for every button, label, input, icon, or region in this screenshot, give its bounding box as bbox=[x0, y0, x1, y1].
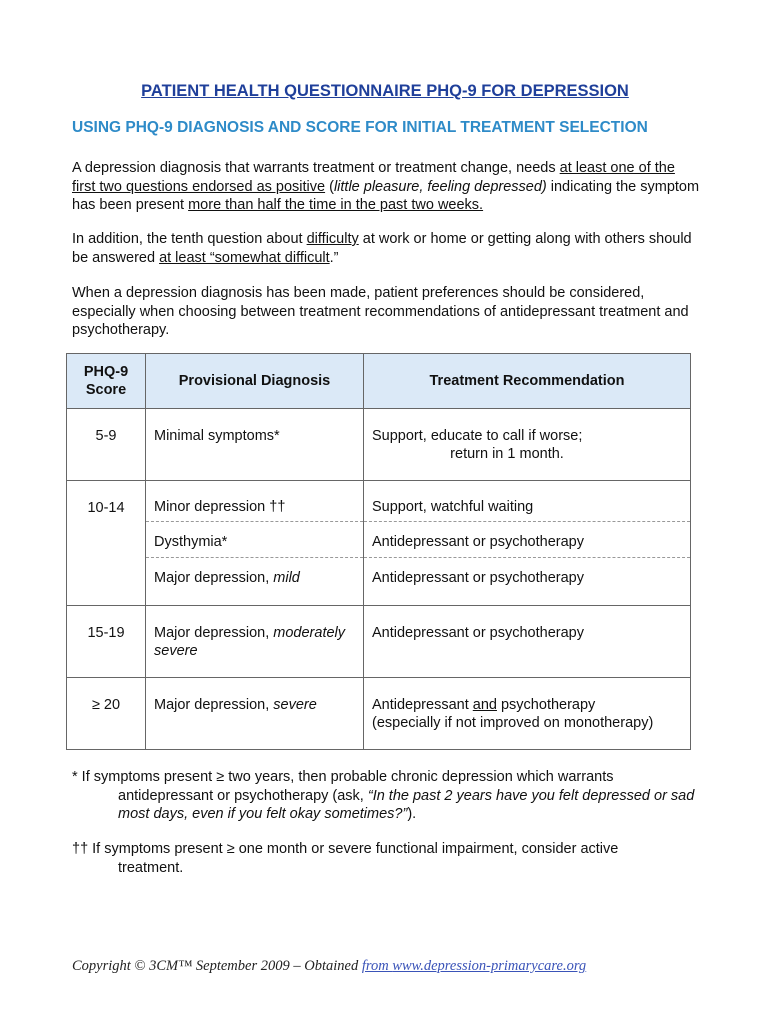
header-treatment: Treatment Recommendation bbox=[364, 354, 691, 409]
phq9-treatment-table bbox=[66, 353, 691, 750]
link-url[interactable]: www.depression-primarycare.org bbox=[392, 958, 587, 974]
header-score-line1: PHQ-9 bbox=[83, 364, 129, 380]
italic-text: moderately severe bbox=[154, 625, 346, 659]
paragraph-difficulty-question bbox=[72, 230, 702, 267]
diagnosis-item: Dysthymia* bbox=[146, 521, 363, 557]
footnote-indent bbox=[72, 787, 712, 824]
treatment-cell: Antidepressant or psychotherapy bbox=[364, 606, 691, 678]
score-cell: ≥ 20 bbox=[67, 678, 146, 750]
italic-text: severe bbox=[273, 697, 317, 713]
text-span: ( bbox=[325, 178, 334, 195]
italic-text: mild bbox=[273, 570, 300, 586]
table-row bbox=[67, 606, 691, 678]
diagnosis-item bbox=[146, 557, 363, 605]
text-span: .” bbox=[329, 249, 339, 266]
diagnosis-cell bbox=[146, 606, 364, 678]
treatment-line: (especially if not improved on monotherapy) bbox=[372, 715, 654, 731]
treatment-cell bbox=[364, 409, 691, 481]
treatment-item: Support, watchful waiting bbox=[372, 499, 534, 515]
diagnosis-cell: Minimal symptoms* bbox=[146, 409, 364, 481]
diagnosis-item: Minor depression †† bbox=[154, 499, 286, 515]
paragraph-diagnosis-criteria bbox=[72, 159, 702, 215]
text-span: Major depression, bbox=[154, 570, 270, 586]
italic-text: little pleasure, feeling depressed) bbox=[333, 178, 547, 195]
score-cell: 5-9 bbox=[67, 409, 146, 481]
text-span: antidepressant or psychotherapy (ask, bbox=[118, 787, 368, 804]
table-row bbox=[67, 678, 691, 750]
table-row bbox=[67, 409, 691, 481]
text-span: †† If symptoms present ≥ one month or severe functional impairment, consider active bbox=[72, 841, 619, 857]
treatment-line: return in 1 month. bbox=[450, 446, 564, 462]
text-span: psychotherapy bbox=[496, 697, 596, 713]
copyright-footer bbox=[72, 958, 586, 975]
underlined-text: at least “somewhat difficult bbox=[159, 249, 330, 266]
diagnosis-cell bbox=[146, 481, 364, 606]
text-span: A depression diagnosis that warrants treatment or treatment change, needs bbox=[72, 160, 560, 176]
footnote-active-treatment bbox=[72, 840, 712, 877]
copyright-text: Copyright © 3CM™ September 2009 – Obtained bbox=[72, 958, 362, 974]
page-title: PATIENT HEALTH QUESTIONNAIRE PHQ-9 FOR DEPRESSION bbox=[141, 82, 629, 100]
treatment-item: Antidepressant or psychotherapy bbox=[364, 521, 690, 557]
italic-text: “In the past 2 years have you felt depressed or sad most days, even if you felt okay sometimes?” bbox=[118, 787, 695, 822]
score-cell: 10-14 bbox=[67, 481, 146, 606]
diagnosis-cell bbox=[146, 678, 364, 750]
treatment-cell bbox=[364, 481, 691, 606]
text-span: Major depression, bbox=[154, 697, 274, 713]
treatment-item: Antidepressant or psychotherapy bbox=[364, 557, 690, 605]
paragraph-patient-preferences: When a depression diagnosis has been made, patient preferences should be considered, especially when choosing between treatment recommendations of antidepressant treatment and psychotherapy. bbox=[72, 285, 689, 338]
treatment-cell bbox=[364, 678, 691, 750]
text-span: * If symptoms present ≥ two years, then probable chronic depression which warrants bbox=[72, 769, 614, 785]
underlined-text: more than half the time in the past two weeks. bbox=[188, 197, 484, 213]
footnote-chronic-depression bbox=[72, 768, 712, 824]
text-span: Antidepressant bbox=[372, 697, 473, 713]
header-score bbox=[67, 354, 146, 409]
treatment-line: Support, educate to call if worse; bbox=[372, 428, 583, 444]
header-diagnosis: Provisional Diagnosis bbox=[146, 354, 364, 409]
source-link[interactable] bbox=[362, 958, 586, 974]
score-cell: 15-19 bbox=[67, 606, 146, 678]
table-header-row bbox=[67, 354, 691, 409]
underlined-text: difficulty bbox=[306, 231, 359, 247]
page-subtitle: USING PHQ-9 DIAGNOSIS AND SCORE FOR INITIAL TREATMENT SELECTION bbox=[72, 119, 648, 136]
header-score-line2: Score bbox=[85, 382, 127, 398]
table-row bbox=[67, 481, 691, 606]
text-span: indicating the symptom has been present bbox=[72, 178, 700, 213]
text-span: ). bbox=[407, 806, 417, 822]
text-span: at work or home or getting along with others should be answered bbox=[72, 231, 692, 266]
underlined-text: and bbox=[472, 697, 497, 713]
footnote-indent: treatment. bbox=[118, 859, 184, 876]
link-prefix[interactable]: from bbox=[361, 958, 393, 974]
underlined-text: at least one of the first two questions endorsed as positive bbox=[72, 160, 675, 195]
text-span: In addition, the tenth question about bbox=[72, 231, 307, 247]
text-span: Major depression, bbox=[154, 625, 274, 641]
